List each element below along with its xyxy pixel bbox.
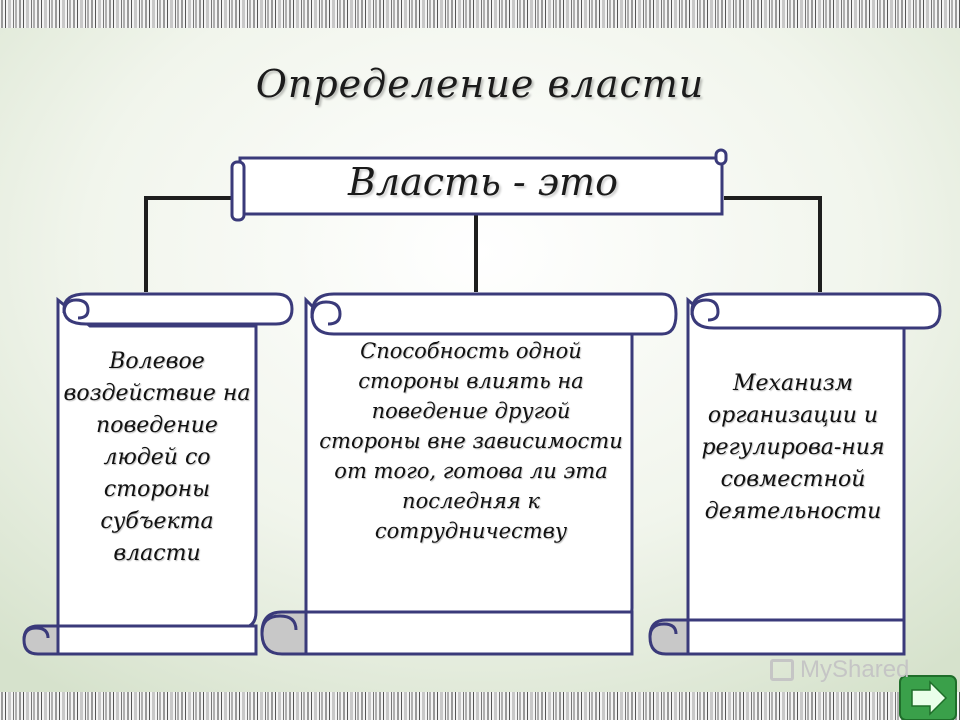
watermark-text: MyShared	[800, 656, 910, 683]
banner-text: Власть - это	[348, 160, 618, 204]
card-1-text: Волевое воздействие на поведение людей со стороны субъекта власти	[63, 349, 251, 566]
presentation-icon	[770, 659, 794, 681]
card-3-text: Механизм организации и регулирова-ния совместной деятельности	[701, 371, 885, 524]
card-2-text: Способность одной стороны влиять на поведение другой стороны вне зависимости от того, готова ли эта последняя к сотрудничеству	[319, 339, 623, 543]
slide-title: Определение власти	[255, 62, 705, 106]
top-stripe-border	[0, 0, 960, 28]
bottom-stripe-border	[0, 692, 960, 720]
watermark-logo	[770, 656, 909, 684]
